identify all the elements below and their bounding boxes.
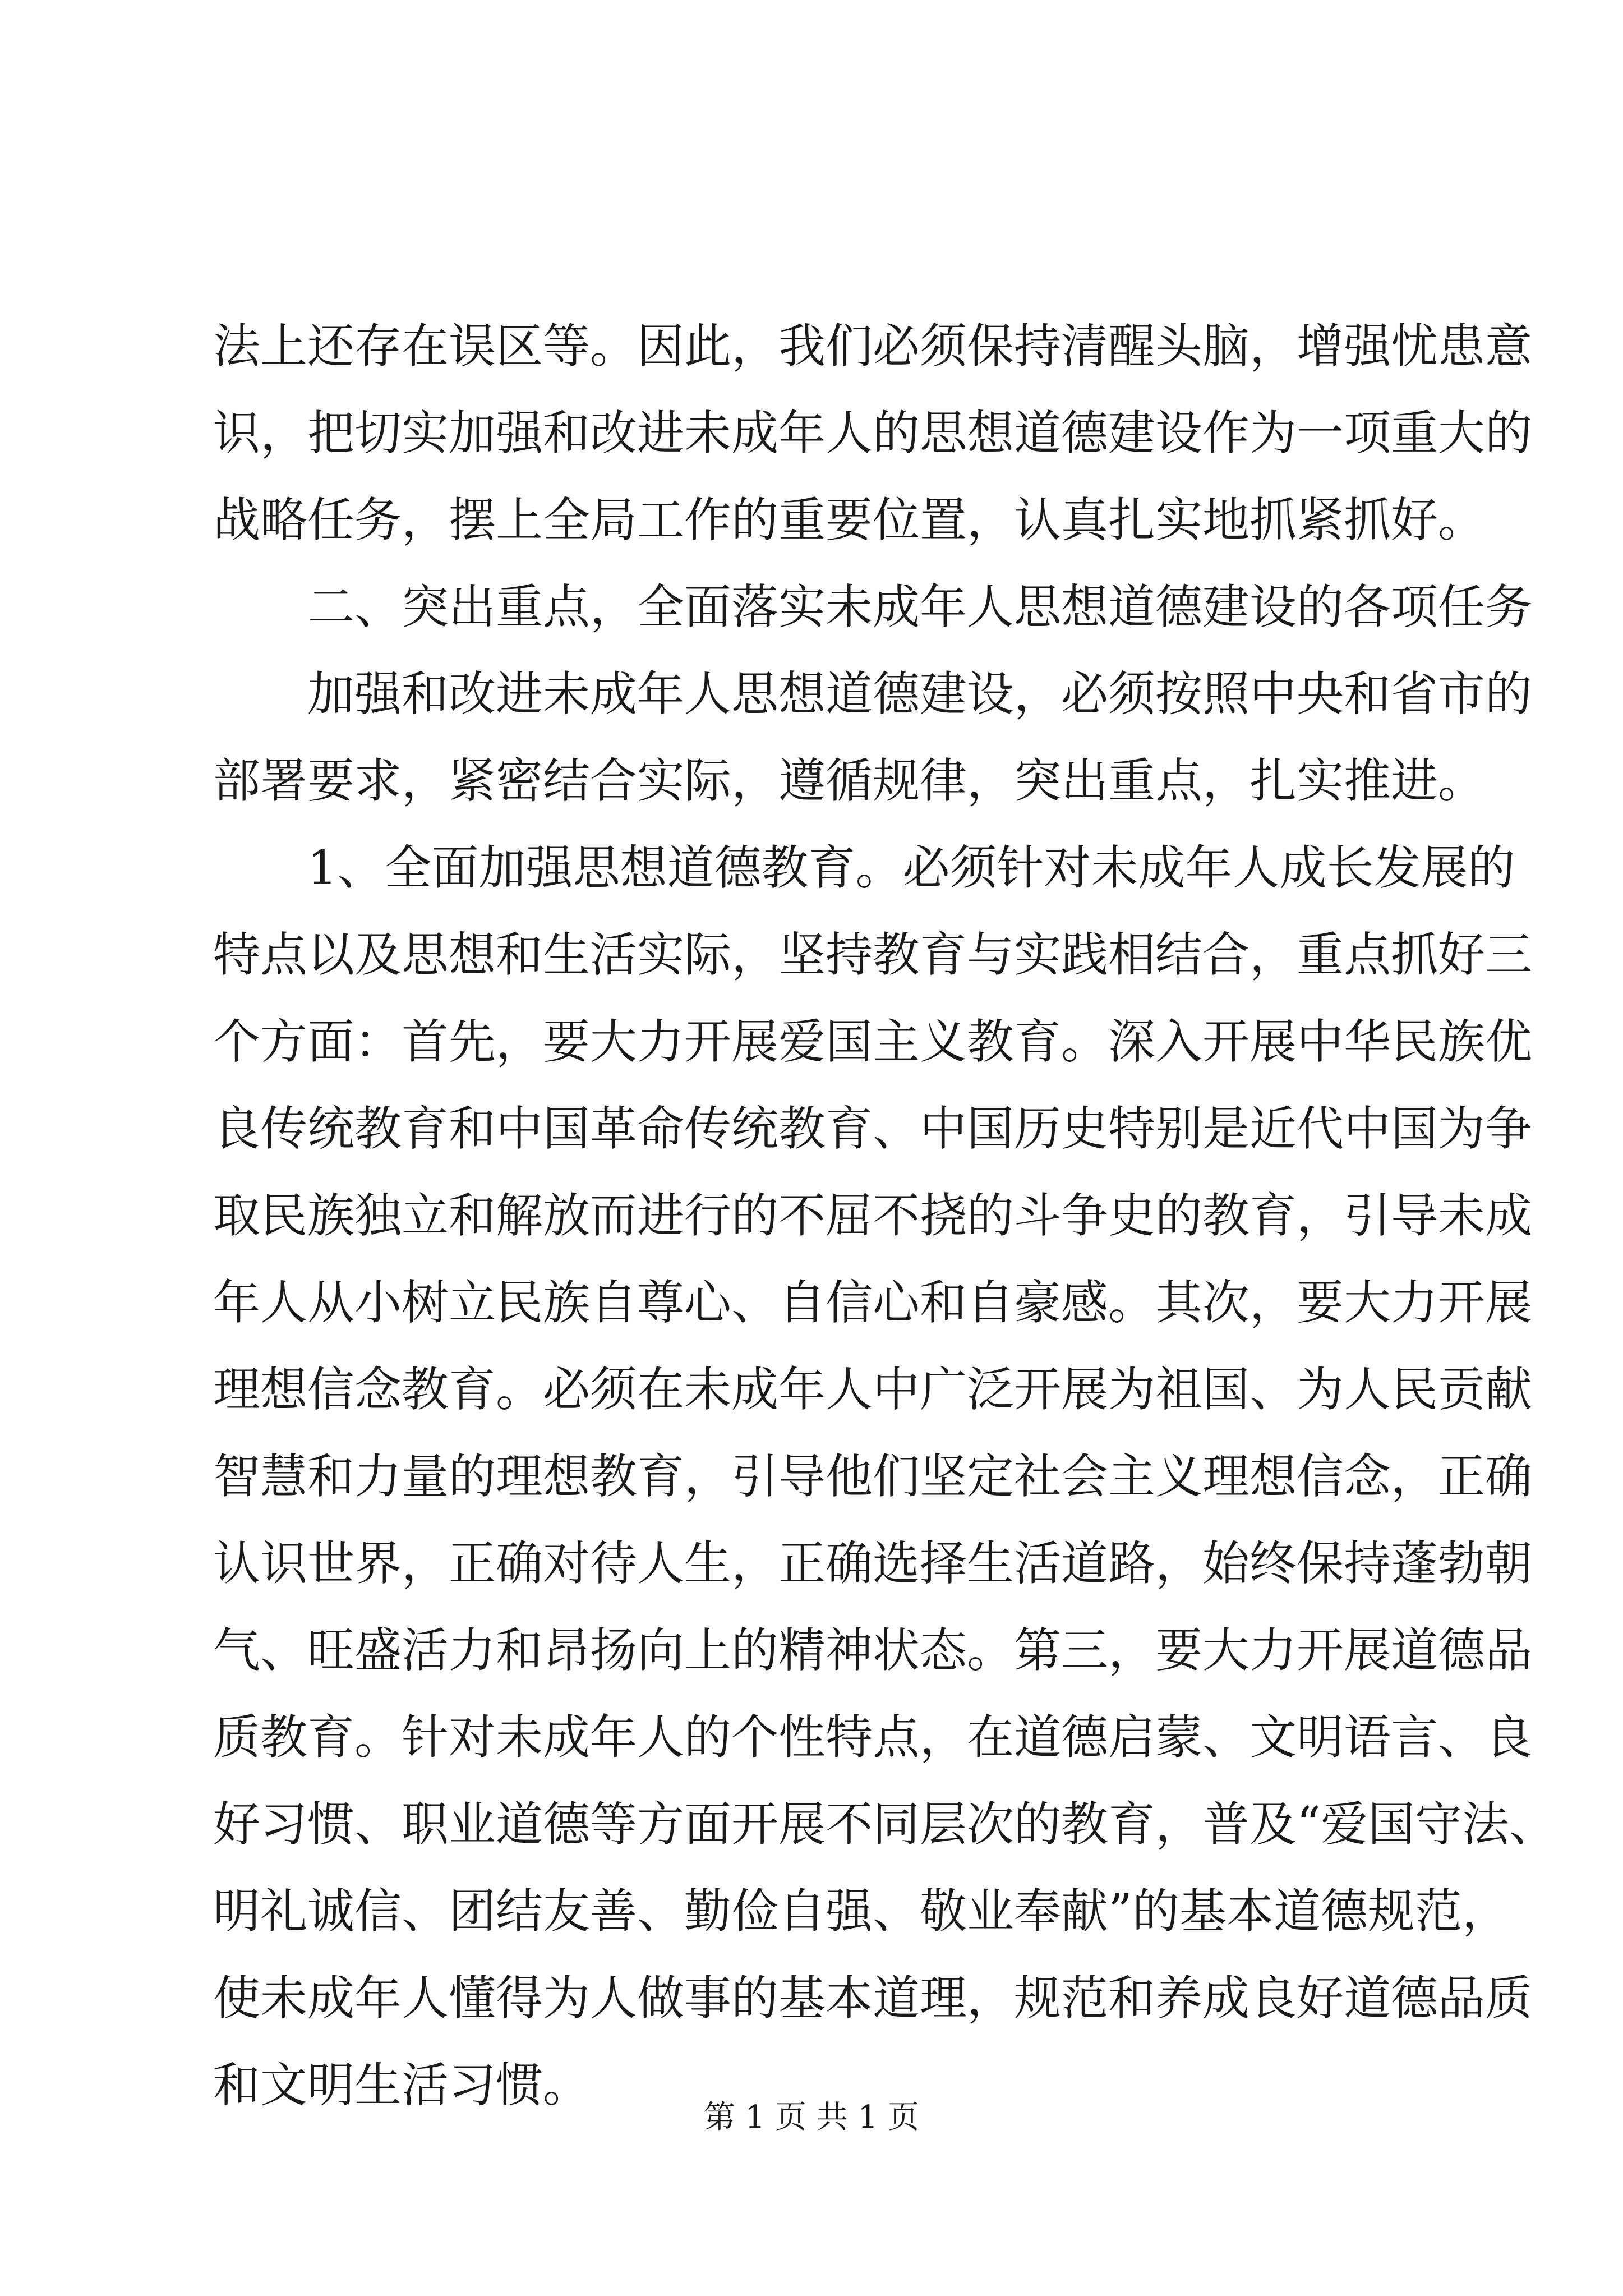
text-line: 智慧和力量的理想教育，引导他们坚定社会主义理想信念，正确 — [213, 1449, 1533, 1504]
text-line: 个方面：首先，要大力开展爱国主义教育。深入开展中华民族优 — [213, 1014, 1533, 1069]
text-line: 明礼诚信、团结友善、勤俭自强、敬业奉献”的基本道德规范， — [213, 1884, 1509, 1939]
text-line: 质教育。针对未成年人的个性特点，在道德启蒙、文明语言、良 — [213, 1710, 1533, 1765]
text-line: 战略任务，摆上全局工作的重要位置，认真扎实地抓紧抓好。 — [213, 493, 1486, 547]
text-line: 取民族独立和解放而进行的不屈不挠的斗争史的教育，引导未成 — [213, 1188, 1533, 1243]
text-line: 和文明生活习惯。 — [213, 2058, 591, 2113]
text-line: 气、旺盛活力和昂扬向上的精神状态。第三，要大力开展道德品 — [213, 1623, 1533, 1678]
text-line: 年人从小树立民族自尊心、自信心和自豪感。其次，要大力开展 — [213, 1275, 1533, 1330]
body-text — [213, 303, 1556, 2129]
text-line: 使未成年人懂得为人做事的基本道理，规范和养成良好道德品质 — [213, 1971, 1533, 2026]
text-line: 加强和改进未成年人思想道德建设，必须按照中央和省市的 — [307, 666, 1533, 721]
text-line: 理想信念教育。必须在未成年人中广泛开展为祖国、为人民贡献 — [213, 1362, 1533, 1417]
text-line: 良传统教育和中国革命传统教育、中国历史特别是近代中国为争 — [213, 1101, 1533, 1156]
section-heading: 二、突出重点，全面落实未成年人思想道德建设的各项任务 — [307, 579, 1533, 634]
page-number-footer: 第 1 页 共 1 页 — [703, 2099, 920, 2136]
text-line: 认识世界，正确对待人生，正确选择生活道路，始终保持蓬勃朝 — [213, 1536, 1533, 1591]
text-line: 特点以及思想和生活实际，坚持教育与实践相结合，重点抓好三 — [213, 927, 1533, 982]
text-line: 部署要求，紧密结合实际，遵循规律，突出重点，扎实推进。 — [213, 753, 1486, 808]
text-line: 好习惯、职业道德等方面开展不同层次的教育，普及“爱国守法、 — [213, 1797, 1556, 1852]
text-line: 识，把切实加强和改进未成年人的思想道德建设作为一项重大的 — [213, 406, 1533, 461]
text-line: 1、全面加强思想道德教育。必须针对未成年人成长发展的 — [307, 840, 1515, 895]
text-line: 法上还存在误区等。因此，我们必须保持清醒头脑，增强忧患意 — [213, 319, 1533, 374]
